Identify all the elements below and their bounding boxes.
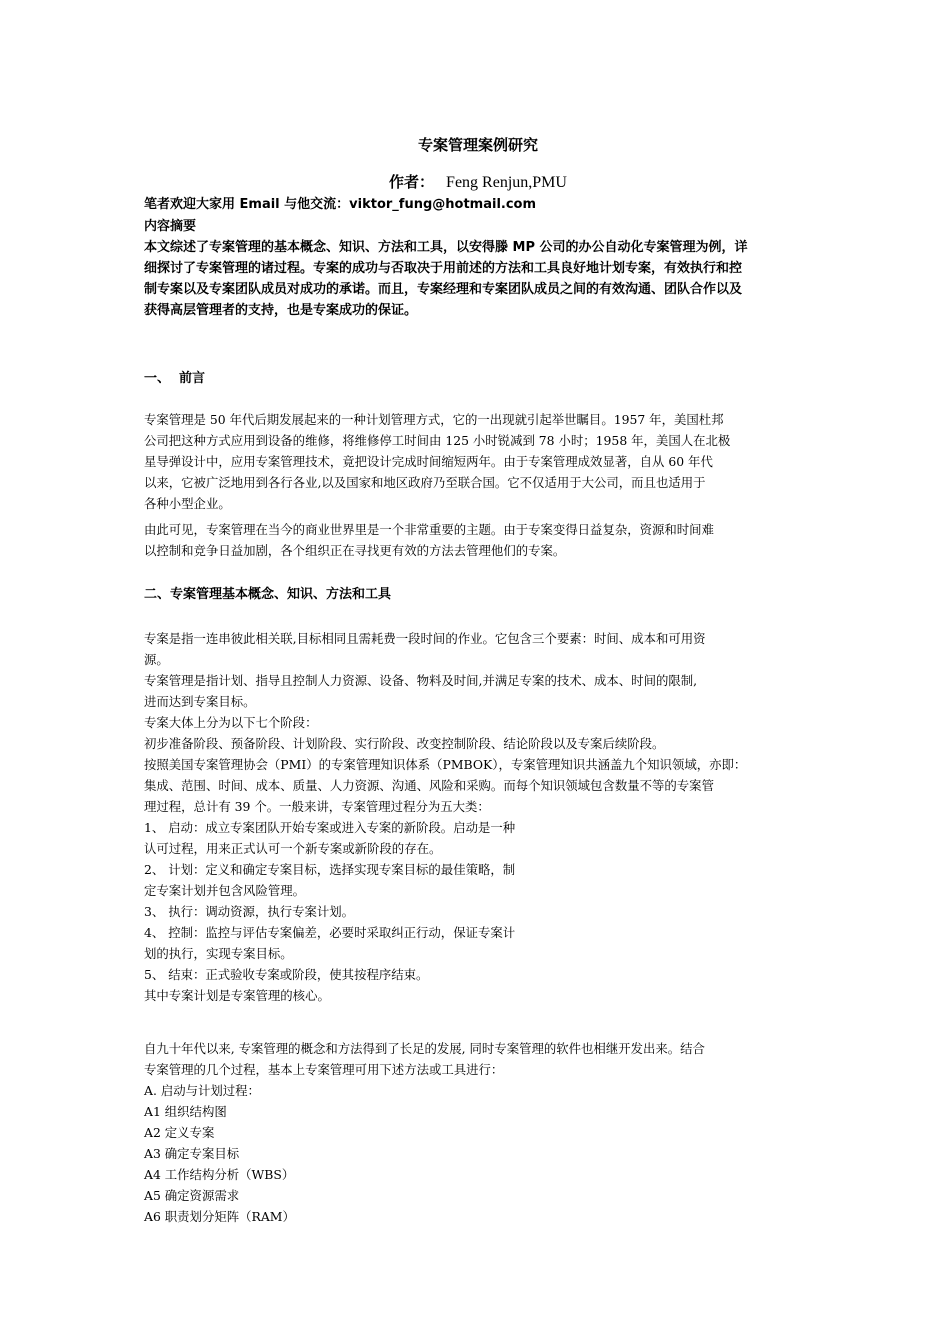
abstract-line: 细探讨了专案管理的诸过程。专案的成功与否取决于用前述的方法和工具良好地计划专案，有效执行和控 xyxy=(144,261,743,276)
paragraph-line: 由此可见，专案管理在当今的商业世界里是一个非常重要的主题。由于专案变得日益复杂，资源和时间难 xyxy=(144,522,714,537)
abstract-line: 本文综述了专案管理的基本概念、知识、方法和工具，以安得滕 MP 公司的办公自动化专案管理为例，详 xyxy=(144,240,748,255)
author-name: Feng Renjun,PMU xyxy=(446,174,567,191)
paragraph-line: 公司把这种方式应用到设备的维修，将维修停工时间由 125 小时锐减到 78 小时；1958 年，美国人在北极 xyxy=(144,433,731,448)
section-heading-concepts: 二、专案管理基本概念、知识、方法和工具 xyxy=(144,587,392,602)
list-item: A6 职责划分矩阵（RAM） xyxy=(144,1209,295,1224)
paragraph-line: 专案大体上分为以下七个阶段： xyxy=(144,715,318,730)
list-item: 2、 计划：定义和确定专案目标，选择实现专案目标的最佳策略，制 xyxy=(144,862,516,877)
abstract-heading: 内容摘要 xyxy=(144,219,197,234)
paragraph-line: 源。 xyxy=(144,652,169,667)
abstract-line: 制专案以及专案团队成员对成功的承诺。而且，专案经理和专案团队成员之间的有效沟通、团队合作以及 xyxy=(144,282,743,297)
paragraph-line: 专案管理是指计划、指导且控制人力资源、设备、物料及时间,并满足专案的技术、成本、时间的限制, xyxy=(144,673,698,688)
paragraph-line: 理过程，总计有 39 个。一般来讲，专案管理过程分为五大类： xyxy=(144,799,490,814)
paragraph-line: 进而达到专案目标。 xyxy=(144,694,256,709)
section-heading-preface: 一、 前言 xyxy=(144,371,206,386)
paragraph-line: 其中专案计划是专案管理的核心。 xyxy=(144,988,330,1003)
methods-paragraph xyxy=(144,1038,812,1227)
author-line xyxy=(144,171,812,192)
list-item: 划的执行，实现专案目标。 xyxy=(144,946,293,961)
list-item: A3 确定专案目标 xyxy=(144,1146,240,1161)
list-item: 3、 执行：调动资源，执行专案计划。 xyxy=(144,904,355,919)
list-item: A1 组织结构图 xyxy=(144,1104,227,1119)
list-item: A5 确定资源需求 xyxy=(144,1188,240,1203)
preface-paragraph xyxy=(144,409,812,514)
email-line: 笔者欢迎大家用 Email 与他交流：viktor_fung@hotmail.com xyxy=(144,197,537,212)
list-item: 5、 结束：正式验收专案或阶段，使其按程序结束。 xyxy=(144,967,429,982)
list-item: A. 启动与计划过程： xyxy=(144,1083,260,1098)
paragraph-line: 自九十年代以来, 专案管理的概念和方法得到了长足的发展, 同时专案管理的软件也相继开发出来。结合 xyxy=(144,1041,705,1056)
paragraph-line: 各种小型企业。 xyxy=(144,496,231,511)
preface-paragraph-2 xyxy=(144,519,812,561)
paragraph-line: 集成、范围、时间、成本、质量、人力资源、沟通、风险和采购。而每个知识领域包含数量不等的专案管 xyxy=(144,778,714,793)
paragraph-line: 专案管理是 50 年代后期发展起来的一种计划管理方式，它的一出现就引起举世瞩目。1957 年，美国杜邦 xyxy=(144,412,724,427)
list-item: A2 定义专案 xyxy=(144,1125,215,1140)
list-item: 4、 控制：监控与评估专案偏差，必要时采取纠正行动，保证专案计 xyxy=(144,925,516,940)
document-title: 专案管理案例研究 xyxy=(417,136,538,154)
concepts-paragraph xyxy=(144,628,812,1006)
paragraph-line: 以控制和竞争日益加剧，各个组织正在寻找更有效的方法去管理他们的专案。 xyxy=(144,543,566,558)
paragraph-line: 按照美国专案管理协会（PMI）的专案管理知识体系（PMBOK），专案管理知识共涵盖九个知识领域，亦即： xyxy=(144,757,747,772)
paragraph-line: 以来，它被广泛地用到各行各业,以及国家和地区政府乃至联合国。它不仅适用于大公司，而且也适用于 xyxy=(144,475,706,490)
paragraph-line: 初步准备阶段、预备阶段、计划阶段、实行阶段、改变控制阶段、结论阶段以及专案后续阶段。 xyxy=(144,736,665,751)
author-label: 作者： xyxy=(389,173,435,191)
paragraph-line: 星导弹设计中，应用专案管理技术，竟把设计完成时间缩短两年。由于专案管理成效显著，自从 60 年代 xyxy=(144,454,713,469)
paragraph-line: 专案管理的几个过程，基本上专案管理可用下述方法或工具进行： xyxy=(144,1062,504,1077)
abstract-text xyxy=(144,237,812,321)
abstract-line: 获得高层管理者的支持，也是专案成功的保证。 xyxy=(144,303,418,318)
list-item: A4 工作结构分析（WBS） xyxy=(144,1167,295,1182)
list-item: 1、 启动：成立专案团队开始专案或进入专案的新阶段。启动是一种 xyxy=(144,820,516,835)
paragraph-line: 专案是指一连串彼此相关联,目标相同且需耗费一段时间的作业。它包含三个要素：时间、成本和可用资 xyxy=(144,631,706,646)
list-item: 定专案计划并包含风险管理。 xyxy=(144,883,306,898)
list-item: 认可过程，用来正式认可一个新专案或新阶段的存在。 xyxy=(144,841,442,856)
